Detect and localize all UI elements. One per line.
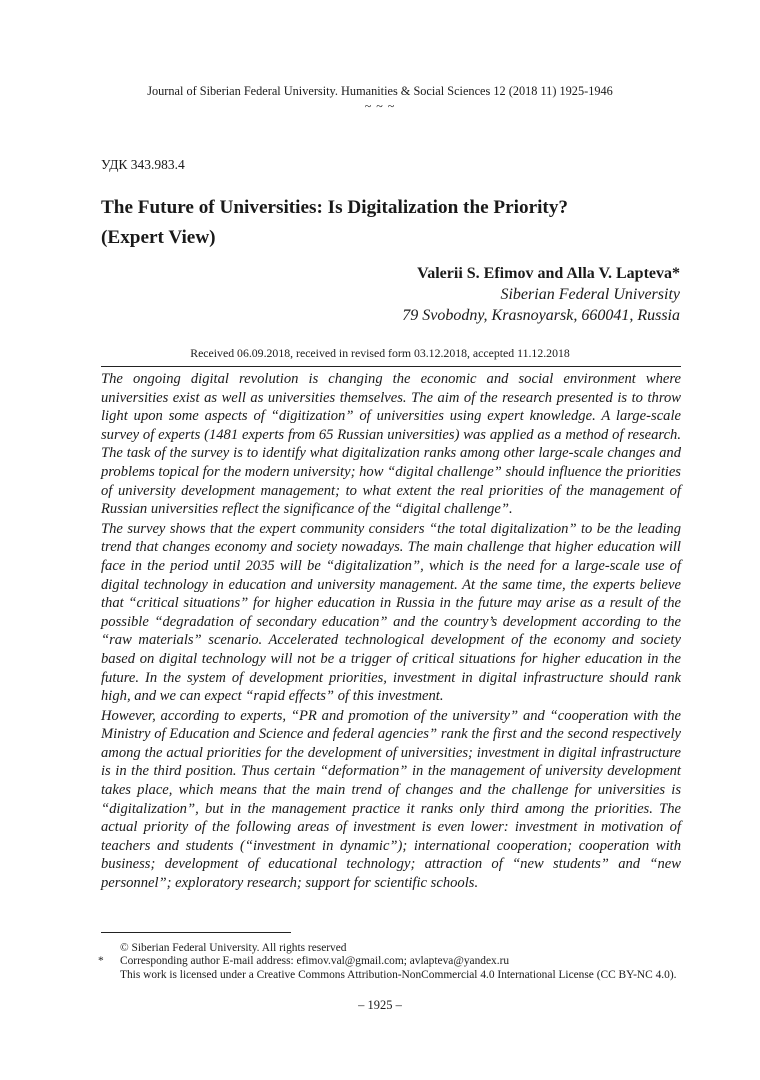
author-names: Valerii S. Efimov and Alla V. Lapteva* — [417, 265, 680, 282]
abstract-paragraph-2: The survey shows that the expert community considers “the total digitalization” to be the leading trend that changes economy and society nowadays. The main challenge that higher education will face in the period until 2035 will be “digitalization”, which is the need for a large-scale use of digital technology in education and university management. At the same time, the experts believe that “critical situations” for higher education in Russia in the future may arise as a result of the possible “degradation of secondary education” and the country’s development according to the “raw materials” scenario. Accelerated technological development of the economy and society based on digital technology will not be a trigger of critical situations for higher education in the future. In the system of development priorities, investment in digital infrastructure should rank high, and we can expect “rapid effects” of this investment. — [101, 520, 681, 705]
author-affiliation: Siberian Federal University — [500, 286, 680, 303]
footnote-copyright — [98, 942, 698, 955]
license-text: This work is licensed under a Creative Commons Attribution-NonCommercial 4.0 International License (CC BY-NC 4.0). — [120, 968, 677, 981]
udk-code: УДК 343.983.4 — [101, 157, 185, 172]
received-dates: Received 06.09.2018, received in revised form 03.12.2018, accepted 11.12.2018 — [190, 346, 570, 360]
abstract-paragraph-3: However, according to experts, “PR and promotion of the university” and “cooperation with the Ministry of Education and Science and federal agencies” rank the first and the second respectively among the actual priorities for the development of universities; investment in digital infrastructure is in the third position. Thus certain “deformation” in the management of university development takes place, which means that the main trend of changes and the challenge for universities is “digitalization”, but in the management practice it ranks only third among the priorities. The actual priority of the following areas of investment is even lower: investment in motivation of teachers and students (“investment in dynamic”); international cooperation; cooperation with business; development of educational technology; attraction of “new students” and “new personnel”; exploratory research; support for scientific schools. — [101, 707, 681, 892]
footnote-asterisk: * — [98, 955, 104, 968]
page-number: – 1925 – — [358, 998, 402, 1012]
author-address: 79 Svobodny, Krasnoyarsk, 660041, Russia — [402, 307, 680, 324]
footnote-corresponding — [98, 955, 698, 968]
header-ornament: ~ ~ ~ — [364, 99, 396, 113]
footnotes — [98, 942, 698, 982]
abstract-paragraph-1: The ongoing digital revolution is changing the economic and social environment where universities exist as well as universities themselves. The aim of the research presented is to throw light upon some aspects of “digitization” of universities using expert knowledge. A large-scale survey of experts (1481 experts from 65 Russian universities) was applied as a method of research. The task of the survey is to identify what digitalization ranks among other large-scale changes and problems topical for the modern university; how “digital challenge” should influence the priorities of university development management; to what extent the real priorities of the management of Russian universities reflect the significance of the “digital challenge”. — [101, 371, 681, 518]
abstract-divider — [101, 366, 681, 367]
footnote-divider — [101, 932, 291, 933]
title-line-1: The Future of Universities: Is Digitalization the Priority? — [101, 197, 569, 218]
title-line-2: (Expert View) — [101, 227, 216, 248]
footnote-license — [98, 969, 698, 982]
copyright-text: © Siberian Federal University. All rights reserved — [120, 942, 347, 954]
abstract — [101, 370, 681, 894]
author-block — [402, 263, 680, 326]
corresponding-author-text: Corresponding author E-mail address: efimov.val@gmail.com; avlapteva@yandex.ru — [120, 955, 510, 968]
journal-header: Journal of Siberian Federal University. Humanities & Social Sciences 12 (2018 11) 1925-1946 — [147, 84, 613, 98]
paper-title — [101, 193, 661, 253]
